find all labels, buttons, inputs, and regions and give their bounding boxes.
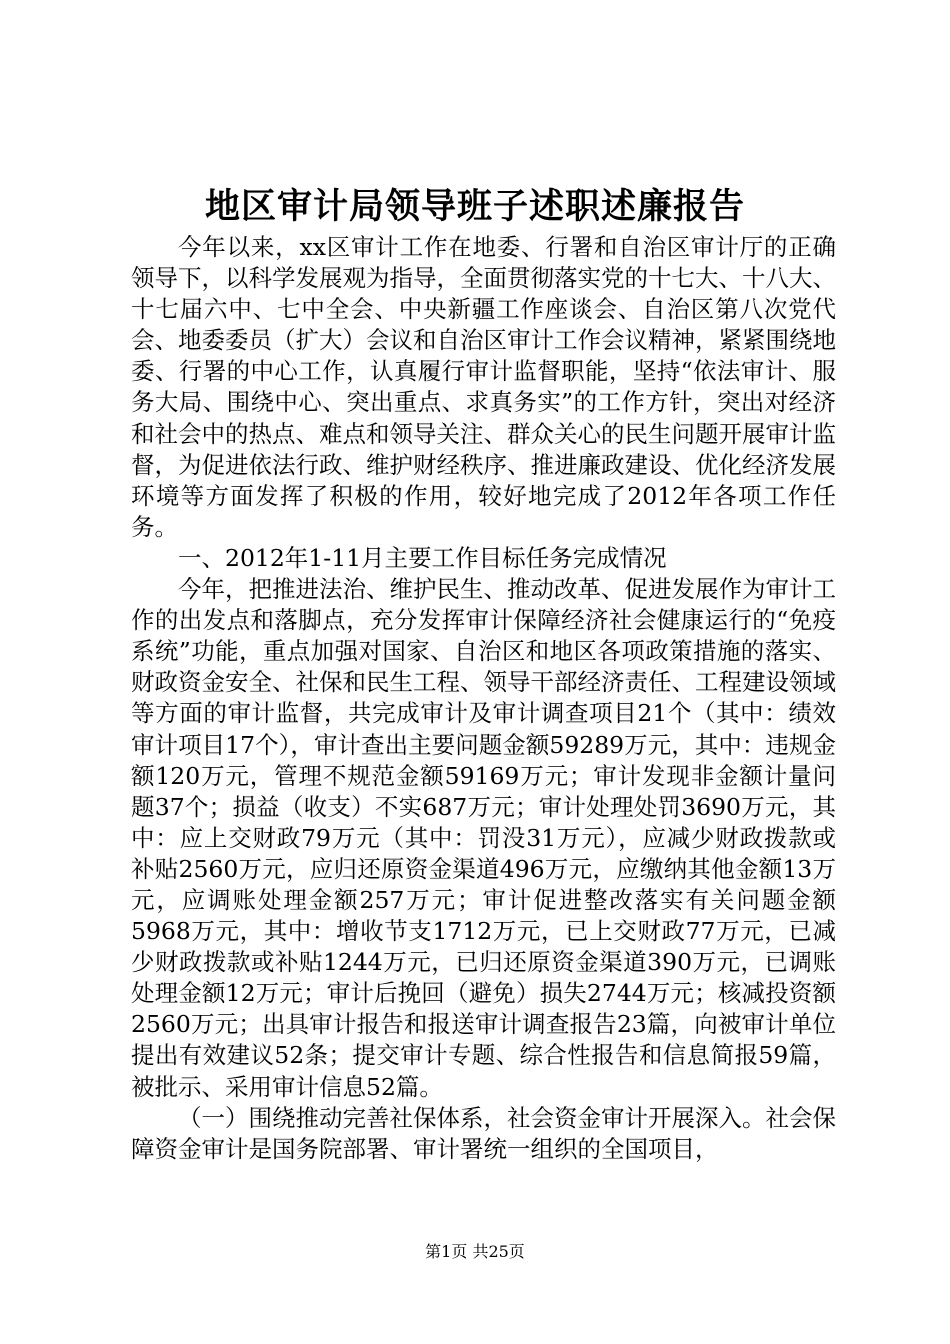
- document-title: 地区审计局领导班子述职述廉报告: [204, 186, 745, 227]
- paragraph-summary: 今年，把推进法治、维护民生、推动改革、促进发展作为审计工作的出发点和落脚点，充分发挥审计保障经济社会健康运行的“免疫系统”功能，重点加强对国家、自治区和地区各项政策措施的落实、财政资金安全、社保和民生工程、领导干部经济责任、工程建设领域等方面的审计监督，共完成审计及审计调查项目21个（其中：绩效审计项目17个），审计查出主要问题金额59289万元，其中：违规金额120万元，管理不规范金额59169万元；审计发现非金额计量问题37个；损益（收支）不实687万元；审计处理处罚3690万元，其中：应上交财政79万元（其中：罚没31万元），应减少财政拨款或补贴2560万元，应归还原资金渠道496万元，应缴纳其他金额13万元，应调账处理金额257万元；审计促进整改落实有关问题金额5968万元，其中：增收节支1712万元，已上交财政77万元，已减少财政拨款或补贴1244万元，已归还原资金渠道390万元，已调账处理金额12万元；审计后挽回（避免）损失2744万元；核减投资额2560万元；出具审计报告和报送审计调查报告23篇，向被审计单位提出有效建议52条；提交审计专题、综合性报告和信息简报59篇，被批示、采用审计信息52篇。: [131, 575, 836, 1101]
- paragraph-intro: 今年以来，xx区审计工作在地委、行署和自治区审计厅的正确领导下，以科学发展观为指导，全面贯彻落实党的十七大、十八大、十七届六中、七中全会、中央新疆工作座谈会、自治区第八次党代会、地委委员（扩大）会议和自治区审计工作会议精神，紧紧围绕地委、行署的中心工作，认真履行审计监督职能，坚持“依法审计、服务大局、围绕中心、突出重点、求真务实”的工作方针，突出对经济和社会中的热点、难点和领导关注、群众关心的民生问题开展审计监督，为促进依法行政、维护财经秩序、推进廉政建设、优化经济发展环境等方面发挥了积极的作用，较好地完成了2012年各项工作任务。: [131, 233, 836, 541]
- section-heading: 一、2012年1-11月主要工作目标任务完成情况: [178, 543, 667, 572]
- paragraph-subsection: （一）围绕推动完善社保体系，社会资金审计开展深入。社会保障资金审计是国务院部署、审计署统一组织的全国项目，: [131, 1103, 836, 1163]
- document-body: [131, 232, 836, 1165]
- page-footer: 第1页 共25页: [425, 1242, 525, 1261]
